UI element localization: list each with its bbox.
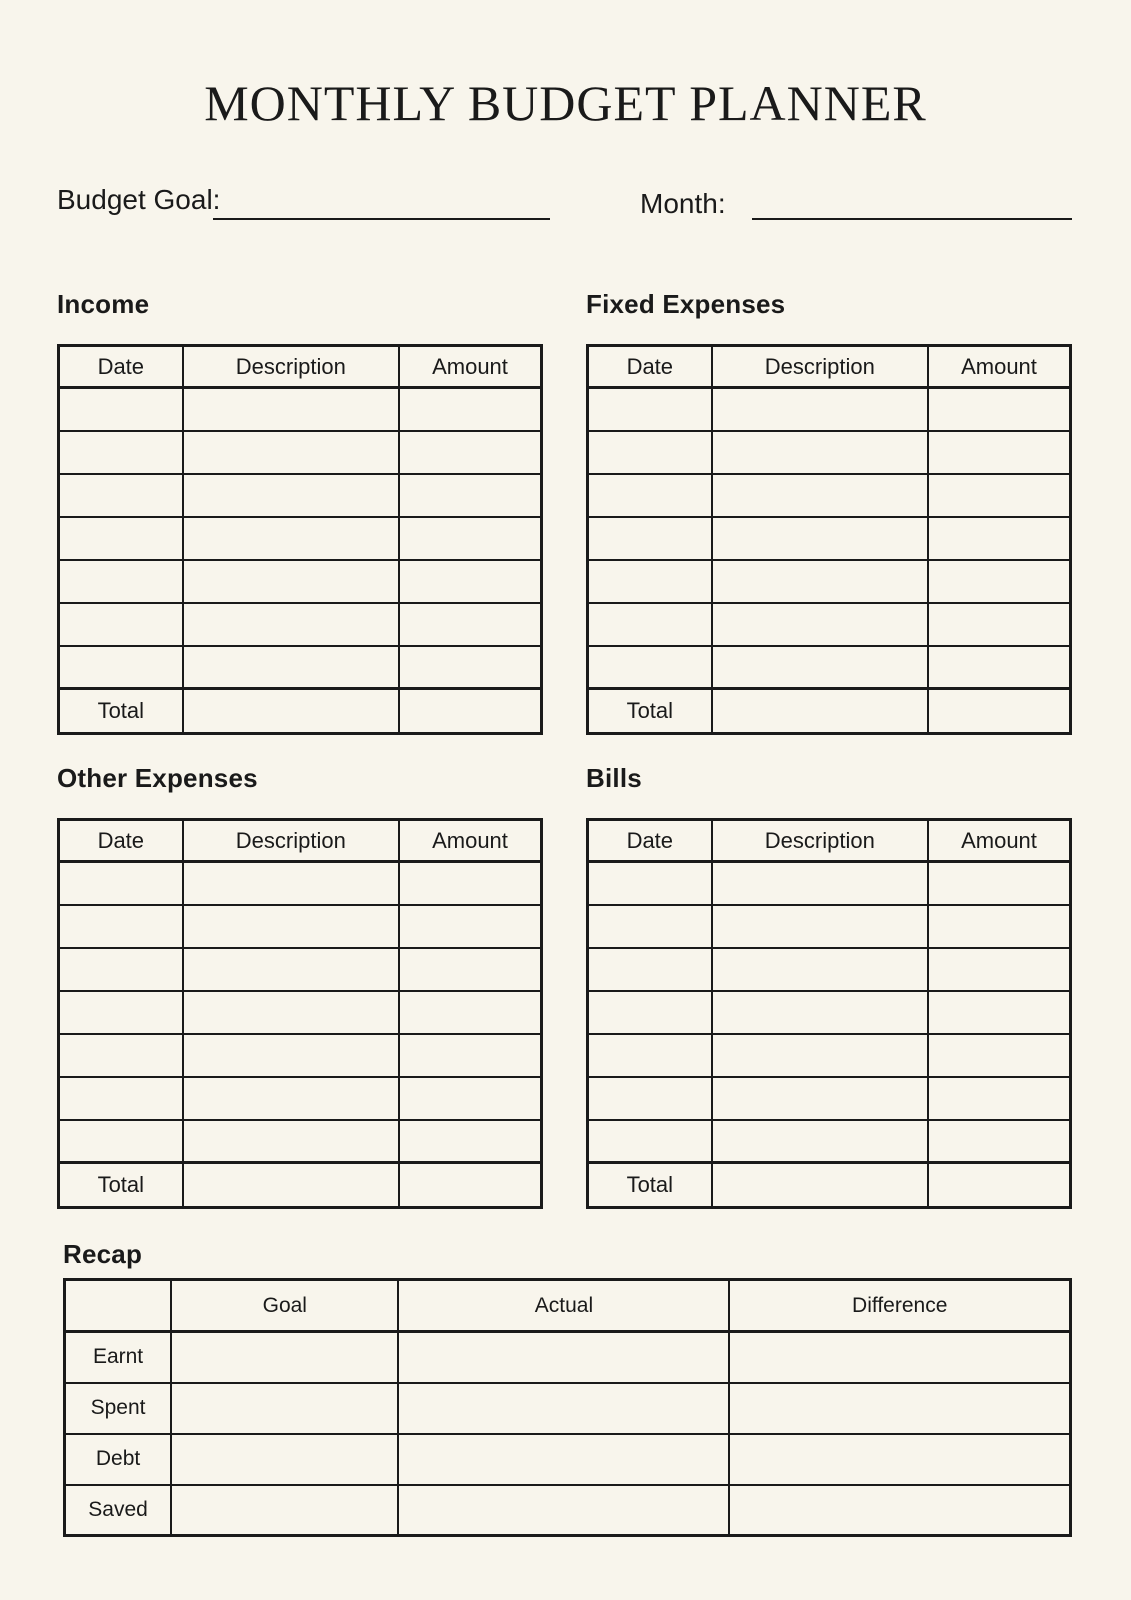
empty-cell: [588, 603, 712, 646]
bills-header-row: [588, 820, 1071, 862]
empty-cell: [928, 388, 1071, 431]
empty-cell: [588, 431, 712, 474]
bills-date-column-header: Date: [588, 820, 712, 862]
income-total-label: Total: [59, 689, 183, 734]
empty-cell: [928, 603, 1071, 646]
recap-goal-column-header: Goal: [171, 1280, 398, 1332]
budget-goal-label: Budget Goal:: [57, 184, 221, 215]
fixed-expenses-empty-row: [588, 474, 1071, 517]
bills-heading: Bills: [586, 763, 642, 793]
empty-cell: [928, 991, 1071, 1034]
empty-cell: [588, 517, 712, 560]
other-expenses-header-row: [59, 820, 542, 862]
month-label: Month:: [640, 188, 726, 219]
empty-cell: [712, 1077, 928, 1120]
income-table: [57, 344, 543, 735]
empty-cell: [399, 560, 542, 603]
income-empty-row: [59, 646, 542, 689]
section-income: [57, 288, 543, 735]
other-expenses-total-label: Total: [59, 1163, 183, 1208]
bills-empty-row: [588, 1120, 1071, 1163]
bills-empty-row: [588, 1077, 1071, 1120]
recap-debt-row: [65, 1434, 1071, 1485]
page-title: MONTHLY BUDGET PLANNER: [204, 75, 927, 131]
recap-spent-label: Spent: [65, 1383, 172, 1434]
empty-cell: [399, 474, 542, 517]
empty-cell: [928, 1120, 1071, 1163]
empty-cell: [183, 388, 399, 431]
empty-cell: [588, 474, 712, 517]
recap-earnt-difference-cell: [729, 1332, 1070, 1383]
empty-cell: [399, 1077, 542, 1120]
empty-cell: [183, 1120, 399, 1163]
bills-empty-row: [588, 1034, 1071, 1077]
fixed-expenses-empty-row: [588, 646, 1071, 689]
recap-spent-difference-cell: [729, 1383, 1070, 1434]
other-expenses-date-column-header: Date: [59, 820, 183, 862]
other-expenses-amount-column-header: Amount: [399, 820, 542, 862]
recap-difference-column-header: Difference: [729, 1280, 1070, 1332]
income-amount-column-header: Amount: [399, 346, 542, 388]
fixed-expenses-amount-column-header: Amount: [928, 346, 1071, 388]
fixed-expenses-empty-row: [588, 517, 1071, 560]
empty-cell: [928, 431, 1071, 474]
empty-cell: [712, 862, 928, 905]
empty-cell: [59, 862, 183, 905]
empty-cell: [928, 862, 1071, 905]
income-description-column-header: Description: [183, 346, 399, 388]
recap-saved-difference-cell: [729, 1485, 1070, 1536]
empty-cell: [183, 517, 399, 560]
recap-earnt-actual-cell: [398, 1332, 729, 1383]
empty-cell: [588, 1077, 712, 1120]
empty-cell: [928, 948, 1071, 991]
empty-cell: [183, 991, 399, 1034]
empty-cell: [712, 991, 928, 1034]
empty-cell: [399, 905, 542, 948]
recap-spent-goal-cell: [171, 1383, 398, 1434]
empty-cell: [712, 431, 928, 474]
income-date-column-header: Date: [59, 346, 183, 388]
fixed-expenses-empty-row: [588, 603, 1071, 646]
empty-cell: [712, 646, 928, 689]
empty-cell: [59, 431, 183, 474]
income-empty-row: [59, 474, 542, 517]
section-other-expenses: [57, 762, 543, 1209]
recap-saved-actual-cell: [398, 1485, 729, 1536]
fixed-expenses-description-column-header: Description: [712, 346, 928, 388]
empty-cell: [588, 948, 712, 991]
empty-cell: [399, 1120, 542, 1163]
empty-cell: [399, 431, 542, 474]
empty-cell: [928, 517, 1071, 560]
empty-cell: [588, 560, 712, 603]
empty-cell: [183, 431, 399, 474]
empty-cell: [59, 1034, 183, 1077]
empty-cell: [712, 517, 928, 560]
empty-cell: [399, 388, 542, 431]
empty-cell: [588, 388, 712, 431]
income-total-row: [59, 689, 542, 734]
recap-saved-row: [65, 1485, 1071, 1536]
empty-cell: [399, 646, 542, 689]
empty-cell: [59, 603, 183, 646]
empty-cell: [712, 1034, 928, 1077]
other-expenses-empty-row: [59, 905, 542, 948]
empty-cell: [928, 1077, 1071, 1120]
recap-header-row: [65, 1280, 1071, 1332]
income-empty-row: [59, 603, 542, 646]
other-expenses-empty-row: [59, 862, 542, 905]
fixed-expenses-total-description-cell: [712, 689, 928, 734]
income-header-row: [59, 346, 542, 388]
section-bills: [586, 762, 1072, 1209]
recap-debt-actual-cell: [398, 1434, 729, 1485]
bills-total-label: Total: [588, 1163, 712, 1208]
fixed-expenses-table: [586, 344, 1072, 735]
empty-cell: [59, 991, 183, 1034]
fixed-expenses-total-label: Total: [588, 689, 712, 734]
bills-amount-column-header: Amount: [928, 820, 1071, 862]
bills-empty-row: [588, 862, 1071, 905]
empty-cell: [588, 1120, 712, 1163]
empty-cell: [183, 646, 399, 689]
empty-cell: [59, 646, 183, 689]
empty-cell: [183, 905, 399, 948]
recap-saved-label: Saved: [65, 1485, 172, 1536]
fixed-expenses-empty-row: [588, 560, 1071, 603]
empty-cell: [712, 388, 928, 431]
other-expenses-empty-row: [59, 1120, 542, 1163]
bills-total-amount-cell: [928, 1163, 1071, 1208]
empty-cell: [183, 1077, 399, 1120]
other-expenses-table: [57, 818, 543, 1209]
other-expenses-total-row: [59, 1163, 542, 1208]
empty-cell: [712, 560, 928, 603]
section-recap: [63, 1238, 1072, 1537]
empty-cell: [588, 905, 712, 948]
income-empty-row: [59, 431, 542, 474]
recap-saved-goal-cell: [171, 1485, 398, 1536]
income-empty-row: [59, 560, 542, 603]
recap-spent-row: [65, 1383, 1071, 1434]
empty-cell: [399, 991, 542, 1034]
empty-cell: [183, 948, 399, 991]
recap-table: [63, 1278, 1072, 1537]
empty-cell: [588, 646, 712, 689]
empty-cell: [183, 862, 399, 905]
empty-cell: [59, 517, 183, 560]
bills-empty-row: [588, 905, 1071, 948]
recap-earnt-label: Earnt: [65, 1332, 172, 1383]
bills-description-column-header: Description: [712, 820, 928, 862]
fixed-expenses-empty-row: [588, 388, 1071, 431]
empty-cell: [183, 603, 399, 646]
other-expenses-description-column-header: Description: [183, 820, 399, 862]
other-expenses-total-amount-cell: [399, 1163, 542, 1208]
bills-total-description-cell: [712, 1163, 928, 1208]
empty-cell: [399, 862, 542, 905]
empty-cell: [59, 948, 183, 991]
empty-cell: [59, 560, 183, 603]
empty-cell: [59, 474, 183, 517]
recap-actual-column-header: Actual: [398, 1280, 729, 1332]
empty-cell: [59, 1120, 183, 1163]
empty-cell: [712, 474, 928, 517]
bills-empty-row: [588, 948, 1071, 991]
empty-cell: [399, 948, 542, 991]
empty-cell: [59, 1077, 183, 1120]
budget-goal-fill-line: [213, 218, 550, 220]
recap-earnt-goal-cell: [171, 1332, 398, 1383]
recap-heading: Recap: [63, 1239, 143, 1269]
empty-cell: [588, 862, 712, 905]
income-total-description-cell: [183, 689, 399, 734]
other-expenses-empty-row: [59, 1077, 542, 1120]
bills-table: [586, 818, 1072, 1209]
empty-cell: [588, 1034, 712, 1077]
empty-cell: [399, 517, 542, 560]
empty-cell: [928, 474, 1071, 517]
fixed-expenses-heading: Fixed Expenses: [586, 289, 786, 319]
empty-cell: [712, 1120, 928, 1163]
recap-earnt-row: [65, 1332, 1071, 1383]
recap-blank-column-header: [65, 1280, 172, 1332]
other-expenses-empty-row: [59, 1034, 542, 1077]
other-expenses-total-description-cell: [183, 1163, 399, 1208]
recap-debt-goal-cell: [171, 1434, 398, 1485]
empty-cell: [928, 646, 1071, 689]
income-empty-row: [59, 517, 542, 560]
recap-debt-label: Debt: [65, 1434, 172, 1485]
section-fixed-expenses: [586, 288, 1072, 735]
recap-debt-difference-cell: [729, 1434, 1070, 1485]
empty-cell: [928, 1034, 1071, 1077]
empty-cell: [928, 905, 1071, 948]
fixed-expenses-empty-row: [588, 431, 1071, 474]
empty-cell: [712, 905, 928, 948]
income-empty-row: [59, 388, 542, 431]
empty-cell: [712, 603, 928, 646]
bills-total-row: [588, 1163, 1071, 1208]
month-fill-line: [752, 218, 1072, 220]
recap-spent-actual-cell: [398, 1383, 729, 1434]
fixed-expenses-total-row: [588, 689, 1071, 734]
fixed-expenses-date-column-header: Date: [588, 346, 712, 388]
empty-cell: [183, 560, 399, 603]
other-expenses-empty-row: [59, 948, 542, 991]
income-heading: Income: [57, 289, 150, 319]
empty-cell: [59, 388, 183, 431]
bills-empty-row: [588, 991, 1071, 1034]
fixed-expenses-header-row: [588, 346, 1071, 388]
other-expenses-heading: Other Expenses: [57, 763, 258, 793]
fixed-expenses-total-amount-cell: [928, 689, 1071, 734]
other-expenses-empty-row: [59, 991, 542, 1034]
empty-cell: [183, 474, 399, 517]
empty-cell: [59, 905, 183, 948]
empty-cell: [588, 991, 712, 1034]
empty-cell: [183, 1034, 399, 1077]
empty-cell: [399, 1034, 542, 1077]
income-total-amount-cell: [399, 689, 542, 734]
empty-cell: [712, 948, 928, 991]
empty-cell: [928, 560, 1071, 603]
empty-cell: [399, 603, 542, 646]
